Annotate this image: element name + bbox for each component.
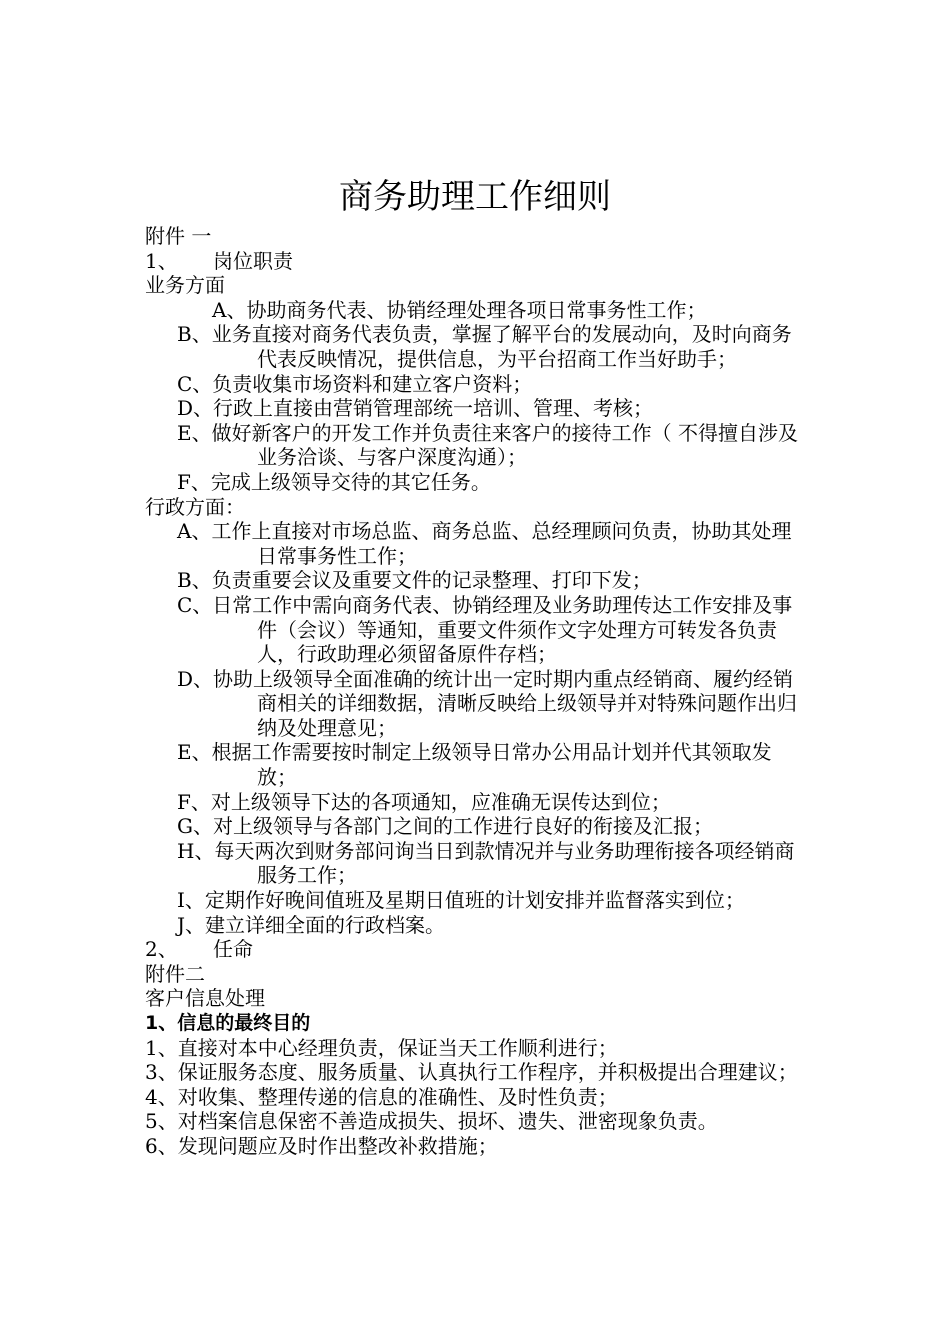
business-item: F、完成上级领导交待的其它任务。	[177, 469, 491, 494]
section-2-heading	[145, 937, 810, 962]
section-label: 任命	[213, 937, 253, 962]
admin-item: J、建立详细全面的行政档案。	[177, 912, 446, 937]
document-body	[145, 224, 810, 1159]
document-title: 商务助理工作细则	[339, 177, 611, 217]
admin-item: G、对上级领导与各部门之间的工作进行良好的衔接及汇报；	[177, 814, 713, 839]
section-1-heading	[145, 249, 810, 274]
admin-item: F、对上级领导下达的各项通知，应准确无误传达到位；	[177, 789, 671, 814]
purpose-item: 1、直接对本中心经理负责，保证当天工作顺利进行；	[145, 1035, 618, 1060]
purpose-heading: 1、信息的最终目的	[145, 1012, 311, 1034]
business-item: E、做好新客户的开发工作并负责往来客户的接待工作（ 不得擅自涉及业务洽谈、与客户深度沟通）；	[177, 420, 798, 470]
appendix-2-label: 附件二	[145, 961, 205, 986]
admin-item: B、负责重要会议及重要文件的记录整理、打印下发；	[177, 568, 652, 593]
section-label: 岗位职责	[213, 248, 293, 273]
admin-item: E、根据工作需要按时制定上级领导日常办公用品计划并代其领取发放；	[177, 740, 772, 790]
purpose-item: 6、发现问题应及时作出整改补救措施；	[145, 1133, 498, 1158]
admin-item: I、定期作好晚间值班及星期日值班的计划安排并监督落实到位；	[177, 888, 745, 913]
customer-heading: 客户信息处理	[145, 986, 265, 1011]
admin-heading: 行政方面：	[145, 494, 245, 519]
business-item: D、行政上直接由营销管理部统一培训、管理、考核；	[177, 396, 654, 421]
section-number: 1、	[145, 248, 178, 273]
business-item: A、协助商务代表、协销经理处理各项日常事务性工作；	[212, 297, 707, 322]
purpose-item: 3、保证服务态度、服务质量、认真执行工作程序，并积极提出合理建议；	[145, 1060, 798, 1085]
business-item: B、业务直接对商务代表负责，掌握了解平台的发展动向，及时向商务代表反映情况，提供信息，为平台招商工作当好助手；	[177, 322, 792, 371]
section-number: 2、	[145, 937, 178, 962]
admin-item: D、协助上级领导全面准确的统计出一定时期内重点经销商、履约经销商相关的详细数据，清晰反映给上级领导并对特殊问题作出归纳及处理意见；	[177, 666, 797, 740]
business-heading: 业务方面	[145, 273, 225, 298]
business-item: C、负责收集市场资料和建立客户资料；	[177, 371, 533, 396]
purpose-item: 4、对收集、整理传递的信息的准确性、及时性负责；	[145, 1084, 618, 1109]
admin-item: C、日常工作中需向商务代表、协销经理及业务助理传达工作安排及事件（会议）等通知，重要文件须作文字处理方可转发各负责人，行政助理必须留备原件存档；	[177, 592, 793, 667]
admin-item: H、每天两次到财务部问询当日到款情况并与业务助理衔接各项经销商服务工作；	[177, 838, 795, 888]
appendix-1-label: 附件 一	[145, 224, 212, 248]
admin-item: A、工作上直接对市场总监、商务总监、总经理顾问负责，协助其处理日常事务性工作；	[177, 519, 792, 568]
purpose-item: 5、对档案信息保密不善造成损失、损坏、遗失、泄密现象负责。	[145, 1109, 718, 1134]
